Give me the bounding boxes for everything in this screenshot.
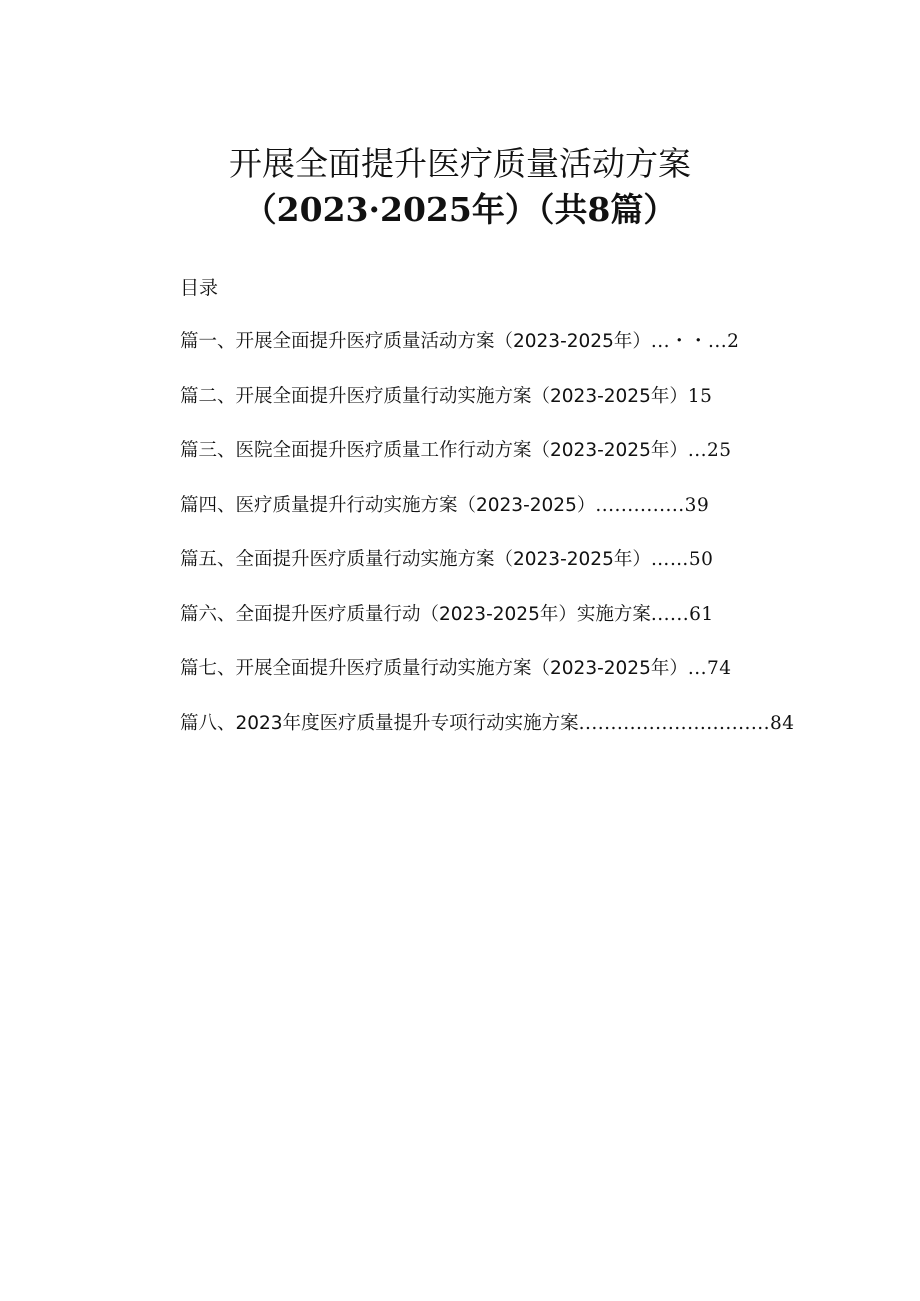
toc-item-page: ..............39 <box>595 494 710 516</box>
toc-item-text: 篇八、2023年度医疗质量提升专项行动实施方案 <box>180 712 579 734</box>
toc-item-1[interactable] <box>180 328 800 383</box>
toc-item-6[interactable] <box>180 601 800 656</box>
toc-item-page: ...25 <box>687 440 732 461</box>
toc-heading: 目录 <box>180 277 219 299</box>
toc-item-page: ...・・...2 <box>650 331 740 352</box>
toc-item-5[interactable] <box>180 546 800 601</box>
toc-item-page: ...74 <box>687 658 732 679</box>
toc-item-text: 篇三、医院全面提升医疗质量工作行动方案（2023-2025年） <box>180 440 688 461</box>
toc-item-page: ……50 <box>650 549 714 570</box>
document-subtitle: （2023·2025年）（共8篇） <box>243 190 677 229</box>
toc-item-text: 篇五、全面提升医疗质量行动实施方案（2023-2025年） <box>180 549 651 570</box>
toc-item-4[interactable] <box>180 492 800 547</box>
toc-item-page: 15 <box>687 385 713 407</box>
toc-item-page: ..............................84 <box>578 712 795 734</box>
toc-item-3[interactable] <box>180 437 800 492</box>
toc-item-text: 篇七、开展全面提升医疗质量行动实施方案（2023-2025年） <box>180 658 688 679</box>
table-of-contents <box>180 328 800 764</box>
toc-item-text: 篇四、医疗质量提升行动实施方案（2023-2025） <box>180 494 596 516</box>
toc-item-2[interactable] <box>180 383 800 438</box>
document-title: 开展全面提升医疗质量活动方案 <box>229 144 691 183</box>
toc-item-page: ......61 <box>650 603 714 625</box>
toc-item-text: 篇二、开展全面提升医疗质量行动实施方案（2023-2025年） <box>180 385 688 407</box>
toc-item-text: 篇六、全面提升医疗质量行动（2023-2025年）实施方案 <box>180 603 651 625</box>
toc-item-text: 篇一、开展全面提升医疗质量活动方案（2023-2025年） <box>180 331 651 352</box>
toc-item-7[interactable] <box>180 655 800 710</box>
toc-item-8[interactable] <box>180 710 800 765</box>
